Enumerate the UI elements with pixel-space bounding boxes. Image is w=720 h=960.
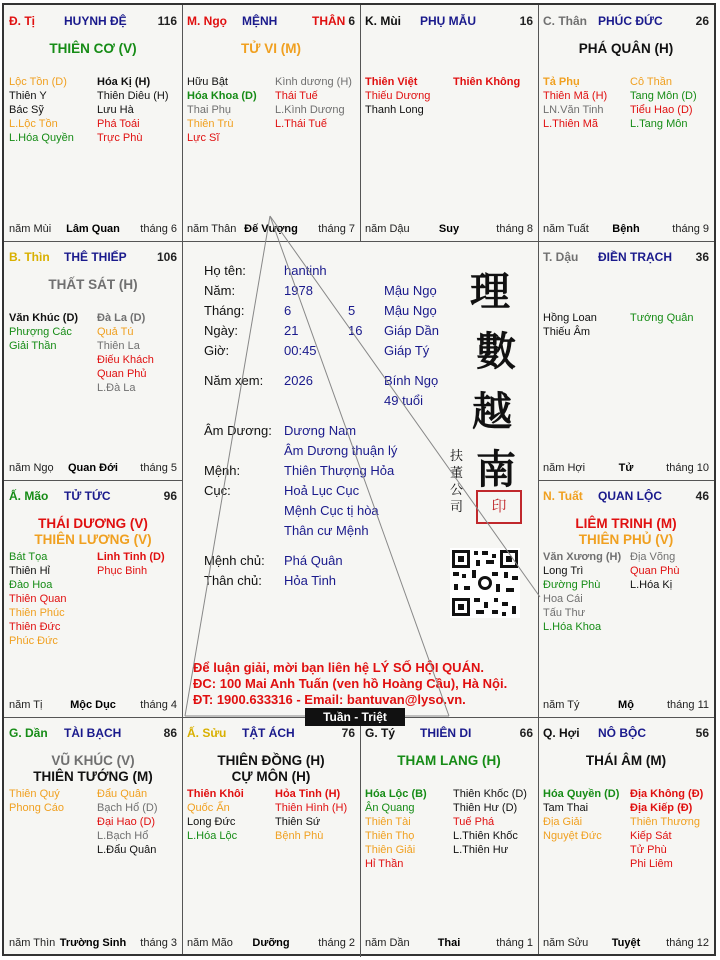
dai-han-number: 86 [163,726,177,740]
nguyet-han: tháng 11 [666,699,709,711]
star: Hữu Bật [187,76,228,88]
star: Hỉ Thần [365,858,404,870]
tieu-han-year: năm Sửu [543,937,589,949]
star: Phi Liêm [630,858,673,870]
gio-value: 00:45 [284,343,317,358]
star: Linh Tinh (D) [97,551,165,563]
am-duong-label: Âm Dương: [204,423,272,438]
palace-can-chi: G. Tý [365,726,396,740]
star: Thiên Hư (D) [453,802,518,814]
star: Đường Phù [543,579,601,591]
side-calligraphy: 扶董公司 [450,449,464,515]
thang-can-chi: Mậu Ngọ [384,303,437,318]
tieu-han-year: năm Hợi [543,462,586,474]
star: Thiên Khốc (D) [453,788,527,800]
truong-sinh: Đế Vượng [244,223,298,235]
dai-han-number: 36 [695,250,709,264]
star: L.Thiên Mã [543,118,599,130]
star: Văn Xương (H) [543,551,622,563]
star: Phá Toái [97,118,140,130]
tieu-han-year: năm Mão [187,937,233,949]
star: L.Thiên Khốc [453,830,518,842]
star: Tả Phụ [543,76,580,88]
nam-xem-value: 2026 [284,373,313,388]
nguyet-han: tháng 5 [140,462,177,474]
gio-can-chi: Giáp Tý [384,343,430,358]
truong-sinh: Bệnh [612,223,640,235]
star: Hoa Cái [543,593,583,605]
star: Quan Phủ [97,368,147,380]
star: Đại Hao (D) [97,816,156,828]
star: Hồng Loan [543,312,597,324]
star: Thiên Tài [365,816,411,828]
star: Thai Phụ [187,104,232,116]
dai-han-number: 46 [695,489,709,503]
star: Giải Thần [9,340,57,352]
tieu-han-year: năm Tị [9,699,43,711]
palace-name: TẬT ÁCH [242,726,295,740]
star: Thiên Trù [187,118,234,130]
star: Tam Thai [543,802,589,814]
dai-han-number: 6 [348,14,355,28]
star: Thiên La [97,340,140,352]
star: Thanh Long [365,104,424,116]
star: Phượng Các [9,326,72,338]
tam-hop-line [270,216,449,716]
palace-name: MỆNH [242,14,278,28]
truong-sinh: Tử [618,462,634,474]
ho-ten-value: hantinh [284,263,327,278]
star: Thái Tuế [275,90,318,102]
nam-can-chi: Mậu Ngọ [384,283,437,298]
star: L.Tang Môn [630,118,688,130]
dai-han-number: 16 [519,14,533,28]
chinh-tinh: THIÊN CƠ (V) [49,41,137,56]
nguyet-han: tháng 7 [318,223,355,235]
tieu-han-year: năm Ngọ [9,462,54,474]
tieu-han-year: năm Tý [543,699,580,711]
ngay-am: 21 [284,323,299,338]
star: Ân Quang [365,802,415,814]
menh-label: Mệnh: [204,463,241,478]
star: L.Hóa Khoa [543,621,602,633]
cuc-label: Cục: [204,483,231,498]
truong-sinh: Quan Đới [68,462,118,474]
ho-ten-label: Họ tên: [204,263,246,278]
than-chu-value: Hỏa Tinh [284,573,337,588]
palace-can-chi: K. Mùi [365,14,401,28]
nguyet-han: tháng 6 [140,223,177,235]
star: Địa Giải [543,816,583,828]
palace-name: THÊ THIẾP [64,250,127,264]
nam-xem-can-chi: Bính Ngọ [384,373,439,388]
chinh-tinh: PHÁ QUÂN (H) [578,41,674,56]
star: Cô Thần [630,76,672,88]
ngay-label: Ngày: [204,323,238,338]
star: LN.Văn Tinh [543,104,604,116]
am-duong-ly: Âm Dương thuận lý [284,443,398,458]
chinh-tinh: THẤT SÁT (H) [48,277,138,292]
tieu-han-year: năm Tuất [543,223,589,235]
star: Long Trì [543,565,584,577]
tieu-han-year: năm Thìn [9,937,56,949]
thang-am: 6 [284,303,292,318]
palace-can-chi: Q. Hợi [543,726,580,740]
star: Tang Môn (D) [630,90,697,102]
truong-sinh: Mộc Dục [70,699,116,711]
tieu-han-year: năm Thân [187,223,237,235]
star: Trực Phù [97,132,143,144]
star: Phúc Đức [9,635,58,647]
contact-phone-email[interactable]: ĐT: 1900.633316 - Email: bantuvan@lyso.vn. [193,692,466,707]
star: Nguyệt Đức [543,830,602,842]
than-marker: THÂN [312,14,346,28]
nguyet-han: tháng 4 [140,699,177,711]
am-duong-value: Dương Nam [284,423,357,438]
tieu-han-year: năm Dậu [365,223,410,235]
tieu-han-year: năm Mùi [9,223,52,235]
star: Hóa Kị (H) [97,76,151,88]
palace-can-chi: T. Dậu [543,250,579,264]
star: Thiên Giải [365,844,416,856]
star: L.Hóa Quyền [9,132,74,144]
palace-can-chi: Đ. Tị [9,14,35,28]
than-chu-label: Thân chủ: [204,573,262,588]
ngay-duong: 16 [348,323,363,338]
menh-chu-label: Mệnh chủ: [204,553,265,568]
star: Thiếu Dương [365,90,431,102]
calligraphy-char: 南 [476,446,516,493]
tieu-han-year: năm Dần [365,937,410,949]
star: Tấu Thư [543,607,586,619]
star: Địa Võng [630,551,676,563]
star: Thiên Quan [9,593,67,605]
star: L.Hóa Kị [630,579,673,591]
dai-han-number: 26 [695,14,709,28]
star: Thiên Thương [630,816,701,828]
nam-value: 1978 [284,283,313,298]
dai-han-number: 66 [519,726,533,740]
palace-name: NÔ BỘC [598,726,646,740]
calligraphy-char: 理 [470,268,510,315]
star: Tiểu Hao (D) [630,104,693,116]
star: Thiên Đức [9,621,61,633]
star: L.Đẩu Quân [97,844,157,856]
calligraphy-char: 越 [472,388,512,435]
thang-duong: 5 [348,303,356,318]
star: Tuế Phá [453,816,495,828]
than-cu: Thân cư Mệnh [284,523,369,538]
chinh-tinh: THIÊN ĐỒNG (H) [217,753,325,768]
star: Tử Phù [630,844,667,856]
star: L.Lộc Tồn [9,118,58,130]
star: Thiên Sứ [275,816,321,828]
star: Tướng Quân [630,312,694,324]
nam-xem-label: Năm xem: [204,373,264,388]
star: Thiên Khôi [187,788,244,800]
star: Bạch Hổ (D) [97,802,158,814]
palace-can-chi: B. Thìn [9,250,50,264]
star: Kiếp Sát [630,830,672,842]
star: Địa Không (Đ) [630,788,704,800]
star: Hóa Khoa (D) [187,90,257,102]
palace-name: PHỤ MẪU [420,14,476,28]
palace-name: TỬ TỨC [64,489,111,503]
chinh-tinh: THÁI DƯƠNG (V) [38,516,148,531]
contact-address: ĐC: 100 Mai Anh Tuấn (ven hồ Hoàng Cầu), Hà Nội. [193,676,508,691]
chinh-tinh: LIÊM TRINH (M) [575,516,677,531]
palace-can-chi: N. Tuất [543,489,583,503]
nguyet-han: tháng 9 [672,223,709,235]
contact-line-1: Để luận giải, mời bạn liên hệ LÝ SỐ HỘI QUÁN. [193,660,484,675]
cuc-value: Hoả Lục Cục [284,483,360,498]
star: Thiên Y [9,90,47,102]
red-seal: 印 [476,490,522,524]
chinh-tinh: THIÊN LƯƠNG (V) [34,532,152,547]
palace-can-chi: Ấ. Mão [9,489,49,503]
star: L.Thiên Hư [453,844,509,856]
truong-sinh: Lâm Quan [66,223,120,235]
palace-name: TÀI BẠCH [64,726,122,740]
star: Bệnh Phù [275,830,324,842]
star: L.Bạch Hổ [97,830,149,842]
star: Hóa Lộc (B) [365,788,427,800]
star: L.Kình Dương [275,104,345,116]
star: Thiên Không [453,76,521,88]
star: Địa Kiếp (Đ) [630,802,693,814]
star: Phục Binh [97,565,148,577]
star: Đẩu Quân [97,788,148,800]
star: Long Đức [187,816,236,828]
cuc-relation: Mệnh Cục tị hòa [284,503,379,518]
dai-han-number: 76 [341,726,355,740]
chinh-tinh: THIÊN TƯỚNG (M) [33,769,153,784]
truong-sinh: Trường Sinh [59,937,127,949]
thang-label: Tháng: [204,303,245,318]
tam-hop-line [185,216,270,716]
tuoi-value: 49 tuổi [384,393,424,408]
dai-han-number: 116 [157,14,177,28]
gio-label: Giờ: [204,343,230,358]
star: Bát Tọa [9,551,48,563]
palace-name: ĐIỀN TRẠCH [598,250,672,264]
menh-chu-value: Phá Quân [284,553,343,568]
star: Thiên Phúc [9,607,65,619]
star: Thiên Thọ [365,830,415,842]
star: L.Đà La [97,382,136,394]
palace-can-chi: Ấ. Sửu [187,726,227,740]
palace-can-chi: M. Ngọ [187,14,227,28]
star: Lộc Tồn (D) [9,76,67,88]
chinh-tinh: CỰ MÔN (H) [231,769,311,784]
star: Kình dương (H) [275,76,352,88]
star: Hỏa Tinh (H) [275,788,341,800]
chinh-tinh: THIÊN PHỦ (V) [578,532,674,547]
star: Bác Sỹ [9,104,44,116]
menh-value: Thiên Thượng Hỏa [284,463,395,478]
nguyet-han: tháng 8 [496,223,533,235]
palace-name: THIÊN DI [420,726,472,740]
star: Lực Sĩ [187,132,220,144]
truong-sinh: Suy [438,223,460,235]
palace-can-chi: C. Thân [543,14,587,28]
star: Hóa Quyền (D) [543,788,620,800]
calligraphy-char: 數 [476,328,516,375]
palace-name: HUYNH ĐỆ [64,14,127,28]
chinh-tinh: TỬ VI (M) [241,41,301,56]
star: Lưu Hà [97,104,134,116]
nguyet-han: tháng 12 [666,937,709,949]
star: Đào Hoa [9,579,53,591]
star: Điếu Khách [97,354,154,366]
star: Thiếu Âm [543,326,591,338]
star: Phong Cáo [9,802,65,814]
chinh-tinh: THAM LANG (H) [397,753,501,768]
star: L.Thái Tuế [275,118,327,130]
star: Thiên Quý [9,788,60,800]
star: Thiên Mã (H) [543,90,608,102]
star: Quả Tú [97,326,134,338]
truong-sinh: Mộ [618,699,634,711]
star: Văn Khúc (D) [9,312,79,324]
truong-sinh: Dưỡng [252,937,290,949]
palace-name: QUAN LỘC [598,489,662,503]
nguyet-han: tháng 2 [318,937,355,949]
tam-hop-line [270,216,540,597]
tuan-triet-badge: Tuần - Triệt [305,708,405,726]
dai-han-number: 106 [156,250,177,264]
truong-sinh: Tuyệt [611,937,641,949]
star: Thiên Hình (H) [275,802,348,814]
dai-han-number: 56 [695,726,709,740]
chinh-tinh: VŨ KHÚC (V) [51,753,135,768]
star: Đà La (D) [97,312,146,324]
nguyet-han: tháng 3 [140,937,177,949]
nguyet-han: tháng 10 [666,462,709,474]
star: Thiên Việt [365,76,418,88]
star: Thiên Diêu (H) [97,90,169,102]
nguyet-han: tháng 1 [496,937,533,949]
star: Quốc Ấn [187,802,230,814]
palace-can-chi: G. Dần [9,726,48,740]
star: Quan Phù [630,565,680,577]
palace-name: PHÚC ĐỨC [598,14,663,28]
nam-label: Năm: [204,283,236,298]
ngay-can-chi: Giáp Dần [384,323,439,338]
truong-sinh: Thai [437,937,461,949]
star: L.Hóa Lộc [187,830,238,842]
chinh-tinh: THÁI ÂM (M) [585,753,667,768]
dai-han-number: 96 [163,489,177,503]
star: Thiên Hỉ [9,565,50,577]
